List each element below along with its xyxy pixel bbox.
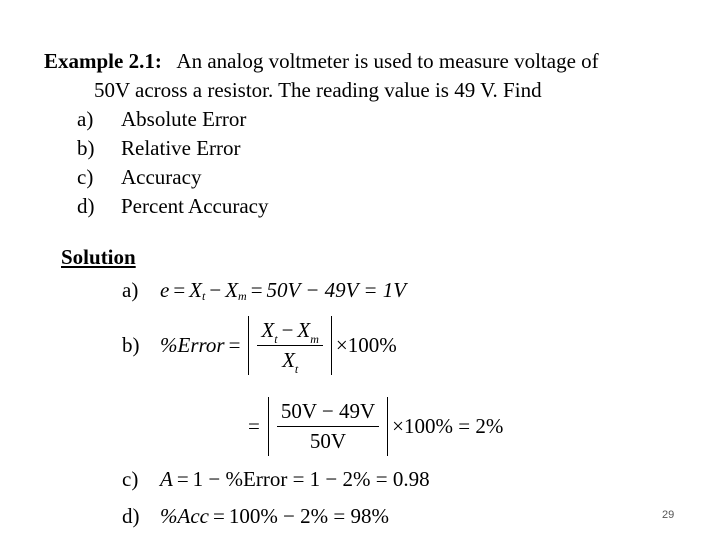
rhs-c: 1 − %Error = 1 − 2% = 0.98 bbox=[192, 467, 430, 491]
var-xt: X bbox=[189, 278, 202, 302]
den-x: X bbox=[282, 348, 295, 372]
den-sub-t: t bbox=[294, 362, 299, 376]
var-e: e bbox=[160, 278, 170, 302]
example-label: Example 2.1: bbox=[44, 49, 162, 73]
times-100: ×100% bbox=[335, 333, 397, 357]
part-a bbox=[44, 105, 704, 134]
lhs-b: %Error bbox=[160, 333, 225, 357]
part-label: d) bbox=[77, 194, 95, 218]
num-x2: X bbox=[297, 318, 311, 342]
abs-fraction bbox=[268, 397, 388, 456]
equation-d: d) %Acc = 100% − 2% = 98% bbox=[122, 504, 389, 528]
rhs-b2: ×100% = 2% bbox=[392, 414, 504, 438]
equation-b: b) %Error = $\frac{X_t - X_m}{X_t}$ ×100% bbox=[122, 318, 397, 376]
sub-t: t bbox=[202, 289, 206, 303]
part-label: c) bbox=[77, 165, 94, 189]
solution-heading: Solution bbox=[61, 245, 136, 269]
num-x: X bbox=[261, 318, 275, 342]
fraction-denominator bbox=[278, 346, 302, 376]
num-sub-m: m bbox=[310, 332, 319, 346]
part-text: Percent Accuracy bbox=[121, 194, 269, 218]
lhs-c: A bbox=[160, 467, 173, 491]
part-d bbox=[44, 192, 704, 221]
fraction bbox=[277, 399, 379, 454]
problem-statement bbox=[44, 47, 704, 221]
part-b bbox=[44, 134, 704, 163]
lhs-d: %Acc bbox=[160, 504, 209, 528]
part-text: Absolute Error bbox=[121, 107, 247, 131]
page-number: 29 bbox=[662, 509, 675, 521]
abs-fraction bbox=[248, 316, 332, 375]
num-sub-t: t bbox=[274, 332, 278, 346]
var-xm: X bbox=[225, 278, 239, 302]
equation-label: a) bbox=[122, 278, 139, 302]
equation-a: a) e = X t − X m = 50V − 49V = 1V bbox=[122, 278, 407, 303]
part-c bbox=[44, 163, 704, 192]
part-text: Relative Error bbox=[121, 136, 241, 160]
parts-list bbox=[44, 105, 704, 221]
equation-label: d) bbox=[122, 504, 140, 528]
rhs-a: 50V − 49V = 1V bbox=[266, 278, 407, 302]
num-minus: − bbox=[281, 318, 294, 342]
equation-c: c) A = 1 − %Error = 1 − 2% = 0.98 bbox=[122, 467, 430, 491]
fraction-denominator: 50V bbox=[309, 429, 347, 453]
part-text: Accuracy bbox=[121, 165, 202, 189]
fraction bbox=[257, 318, 323, 376]
sub-m: m bbox=[238, 289, 247, 303]
fraction-numerator: 50V − 49V bbox=[277, 399, 379, 427]
equation-label: b) bbox=[122, 333, 140, 357]
problem-line-2: 50V across a resistor. The reading value is 49 V. Find bbox=[94, 78, 542, 102]
equation-b2: = $\frac{50V - 49V}{50V}$ ×100% = 2% bbox=[244, 397, 503, 456]
part-label: b) bbox=[77, 136, 95, 160]
part-label: a) bbox=[77, 107, 94, 131]
problem-line-1 bbox=[44, 47, 704, 76]
problem-text-1: An analog voltmeter is used to measure voltage of bbox=[176, 49, 599, 73]
rhs-d: 100% − 2% = 98% bbox=[228, 504, 389, 528]
fraction-numerator bbox=[257, 318, 323, 346]
equation-label: c) bbox=[122, 467, 139, 491]
